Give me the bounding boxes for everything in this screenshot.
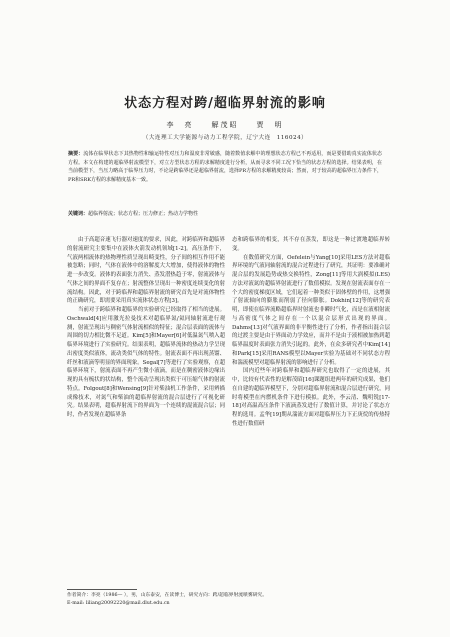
- footnote-email: E-mail: liliang20092220@mail.dlut.edu.cn: [67, 600, 170, 606]
- paper-affiliation: （大连理工大学能源与动力工程学院，辽宁大连 116024）: [142, 135, 308, 141]
- footnote-rule: [67, 589, 137, 590]
- abstract-text: 流体在临界状态下其热物性和输运特性对压力和温度非常敏感，随着数值求解中的理想状态方程已不再适用，而是要借助真实流体状态方程。本文在构建的超临界射流模型下，对立方型状态方程的求解精度进行分析，从而寻求不同工况下恰当的状态方程的选择。结果表明，在当前模型下，当压力略高于临界压力时，不论是跨临界还是超临界射流，选择PR方程的求解精度较高；然而，对于较高的超临界压力条件下，PR和SRK方程的求解精度基本一致。: [68, 151, 382, 183]
- keywords-text: 超临界射流；状态方程；压力修正；热动力学物性: [88, 211, 199, 217]
- body-right-column: [232, 236, 390, 429]
- footnote-author: 作者简介：李亮（1986— ），男，山东泰安，在读博士，研究方向：跨/超临界射流喷雾研究。: [67, 593, 268, 598]
- paragraph: 国内近些年对跨临界和超临界研究也取得了一定的进展，其中，比较有代表性的是解茂昭[16]课题组进两年的研究成果，他们在自建的超临界模型下，分别对超临界射流和混合层进行研究，同时将模型在内燃机条件下进行模拟。此外，李云清、魏明锐[17-18]对高温高压条件下液滴蒸发进行了数值计算，并讨论了状态方程的选用。孟华[19]期从湍流方面对超临界压力下正庚烷的传热特性进行数值研: [232, 368, 390, 427]
- paper-title: 状态方程对跨/超临界射流的影响: [124, 96, 326, 111]
- keywords-label: 关键词：: [68, 211, 89, 217]
- paragraph: 当前对于跨临界和超临界的实验研究已经取得了相当的进展。Oschwald[4]应用激光拉曼技术对超临界氮/氦同轴射流进行观测，射流呈现出与稠密气体射流相似的特征；混合层表面的流体与周围的切力相比微不足道。Kim[5]和Mayer[6]对低温氮气喷入超临界环境进行了实验研究。结果表明，超临界流体的热动力学呈现出密度类似液体，流动类似气体的特性。射流表面不再出现蒸馏、纤丝和液滴等明显的界面现象。Segal[7]等进行了实验观察，在超临界环境下，射流表面不再产生微小液滴，而是在稠密液体边缘出现的具有梳状的状结构，整个流动呈现出类似于可压缩气体的射流特点。Folgout[8]和Wensing[9]针对柴油机工作条件，采用辨描成像技术，对氮气和柴油的超临界射流的混合层进行了可视化研究。结果表明，超临界射流下的界面为一个连续的混流混合层；同时，作者发现在超临界条: [67, 307, 225, 418]
- paragraph: 在数值研究方面，Oefelein与Yang[10]采用LES方法对超临界环境的气液同轴射流的混合过程进行了研究，其证明：要准确对混合层的发展趋势或热交换特性，Zong[11]等用大涡模拟(LES)方法对液氮的超临界射流进行了数值模拟。发现在射流表面存在一个大的密度梯度区域，它们起着一种类似于固体壁的作用，这增强了射流轴向的膨胀而削弱了径向膨胀。Dokhin[12]等的研究表明，即使在临界流略超临界时射流也非瞬时气化，而是在液相射流与高密度气体之间存在一个以混合层形式出现的界面。Dahms[13]对气液界面的非平衡性进行了分析，作者指出混合层的过渡主要是由于界面动力学效应，而并不是由于液相被加热到超临界温度时表面张力消失引起的。此外，在众多研究者中Kim[14]和Park[15]采用RANS模型以Mayer实验为基础对不同状态方程和湍流模型对超临界射流的影响进行了分析。: [232, 254, 390, 366]
- paper-authors: 李 亮 解茂昭 贾 明: [166, 121, 284, 129]
- footnote: [67, 592, 387, 607]
- abstract: [68, 150, 382, 184]
- keywords: [68, 210, 382, 219]
- paragraph: 由于高超音速飞行器对速度的要求，因此，对跨临界和超临界的射流研究主要集中在液体火箭发动机领域[1-2]。高压条件下，气液两相流体的热物理性质呈现出畸变性，分子间的相互作用不能被忽略；同时，气体在液体中的溶解度大大增加，使得液体的物性进一步改变。液体的表面张力消失、蒸发潜热趋于零，射流液体与气体之间的界面不复存在；射流整体呈现出一种密度连续变化的射流结构。因此，对于跨临界和超临界射流的研究首先是对流体物性的正确研究，即需要采用真实流体状态方程[3]。: [67, 237, 225, 305]
- body-left-column: [67, 236, 225, 420]
- paragraph: 态和跨临界的相变，其不存在蒸发，即这是一种过渡地超临界转变。: [232, 237, 390, 252]
- abstract-label: 摘要：: [68, 151, 84, 157]
